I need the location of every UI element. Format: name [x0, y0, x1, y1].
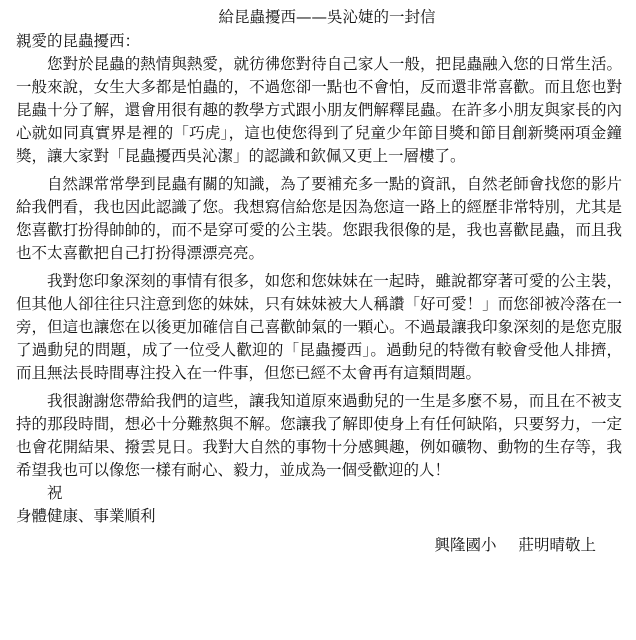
letter-title: 給昆蟲擾西——吳沁婕的一封信	[218, 8, 436, 26]
signature-school: 興隆國小	[434, 536, 497, 554]
letter-greeting: 親愛的昆蟲擾西：	[16, 32, 141, 50]
letter-paragraph-3: 我對您印象深刻的事情有很多，如您和您妹妹在一起時，雖說都穿著可愛的公主裝，但其他人卻往往只注意到您的妹妹，只有妹妹被大人稱讚「好可愛！」而您卻被冷落在一旁，但這也讓您在以後更加確信自己喜歡帥氣的一顆心。不過最讓我印象深刻的是您克服了過動兒的問題，成了一位受人歡迎的「昆蟲擾西」。過動兒的特徵有較會受他人排擠，而且無法長時間專注投入在一件事，但您已經不太會再有這類問題。	[16, 272, 622, 382]
letter-paragraph-2: 自然課常常學到昆蟲有關的知識，為了要補充多一點的資訊，自然老師會找您的影片給我們看，我也因此認識了您。我想寫信給您是因為您這一路上的經歷非常特別，尤其是您喜歡打扮得帥帥的，而不是穿可愛的公主裝。您跟我很像的是，我也喜歡昆蟲，而且我也不太喜歡把自己打扮得漂漂亮亮。	[16, 175, 622, 262]
letter-wish: 身體健康、事業順利	[16, 507, 156, 525]
letter-paragraph-1: 您對於昆蟲的熱情與熱愛，就彷彿您對待自己家人一般，把昆蟲融入您的日常生活。一般來說，女生大多都是怕蟲的，不過您卻一點也不會怕，反而還非常喜歡。而且您也對昆蟲十分了解，還會用很有趣的教學方式跟小朋友們解釋昆蟲。在許多小朋友與家長的內心就如同真實界是裡的「巧虎」，這也使您得到了兒童少年節目獎和節目創新獎兩項金鐘獎，讓大家對「昆蟲擾西吳沁潔」的認識和欽佩又更上一層樓了。	[16, 55, 622, 165]
letter-paragraph-4: 我很謝謝您帶給我們的這些，讓我知道原來過動兒的一生是多麼不易，而且在不被支持的那段時間，想必十分難熬與不解。您讓我了解即使身上有任何缺陷，只要努力，一定也會花開結果、撥雲見日。我對大自然的事物十分感興趣，例如礦物、動物的生存等，我希望我也可以像您一樣有耐心、毅力，並成為一個受歡迎的人！	[16, 392, 622, 479]
signature-name: 莊明晴敬上	[518, 536, 596, 554]
letter-closing: 祝	[47, 484, 63, 502]
letter-signature	[16, 534, 622, 557]
